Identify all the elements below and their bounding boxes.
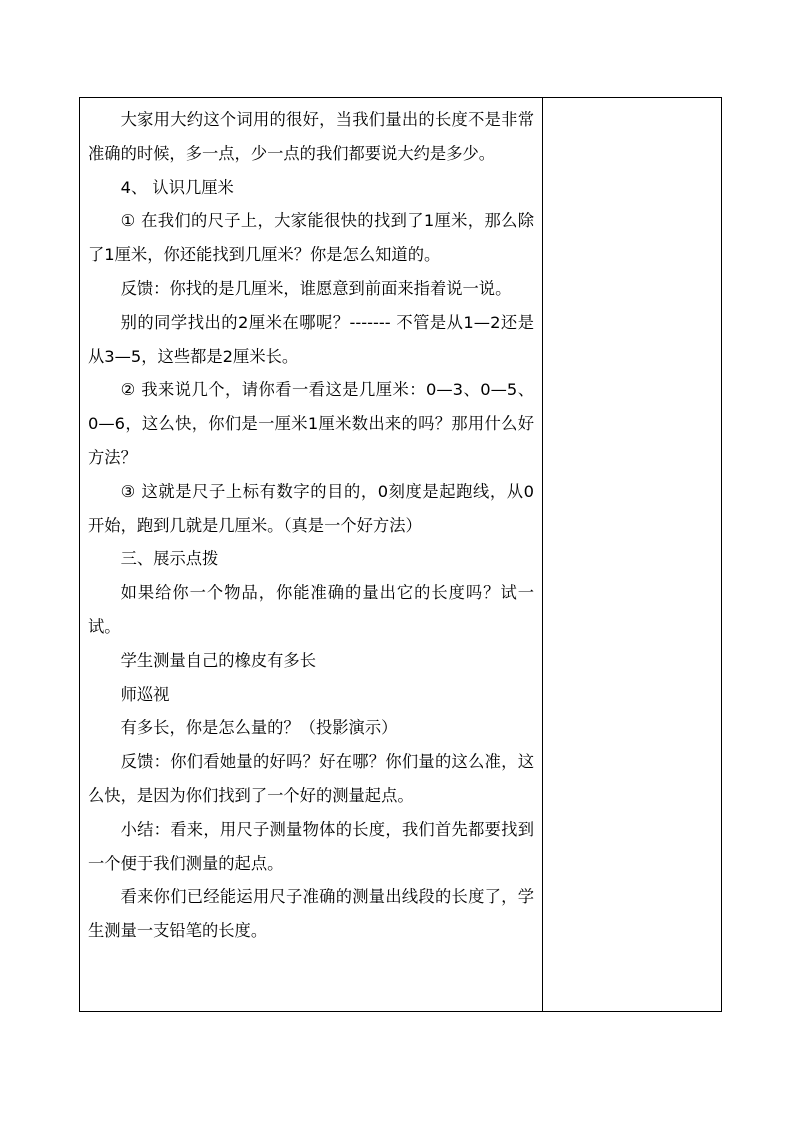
paragraph-try-measure: 如果给你一个物品，你能准确的量出它的长度吗？试一试。 (88, 583, 534, 636)
paragraph-estimate-explanation: 大家用大约这个词用的很好，当我们量出的长度不是非常准确的时候，多一点，少一点的我们都要说大约是多少。 (88, 110, 534, 163)
heading-recognize-centimeters: 4、 认识几厘米 (120, 177, 234, 197)
lesson-plan-table (79, 97, 722, 1012)
paragraph-count-centimeters: ② 我来说几个，请你看一看这是几厘米：0—3、0—5、0—6，这么快，你们是一厘米1厘米数出来的吗？那用什么好方法？ (88, 380, 534, 467)
paragraph-teacher-patrol: 师巡视 (120, 684, 170, 704)
paragraph-summary: 小结：看来，用尺子测量物体的长度，我们首先都要找到一个便于我们测量的起点。 (88, 819, 534, 873)
paragraph-feedback-start-point: 反馈：你们看她量的好吗？好在哪？你们量的这么准，这么快，是因为你们找到了一个好的测量起点。 (88, 752, 534, 805)
paragraph-measure-pencil: 看来你们已经能运用尺子准确的测量出线段的长度了，学生测量一支铅笔的长度。 (88, 887, 534, 941)
paragraph-find-centimeters: ① 在我们的尺子上，大家能很快的找到了1厘米，那么除了1厘米，你还能找到几厘米？你是怎么知道的。 (88, 211, 534, 265)
paragraph-two-centimeters: 别的同学找出的2厘米在哪呢？------- 不管是从1—2还是从3—5，这些都是2厘米长。 (88, 312, 534, 366)
notes-cell (543, 98, 721, 1011)
paragraph-projection-demo: 有多长，你是怎么量的？（投影演示） (120, 718, 398, 738)
paragraph-measure-eraser: 学生测量自己的橡皮有多长 (120, 650, 316, 670)
lesson-content-cell (88, 103, 534, 948)
paragraph-zero-start-line: ③ 这就是尺子上标有数字的目的，0刻度是起跑线，从0开始，跑到几就是几厘米。（真是一个好方法） (88, 481, 534, 535)
paragraph-feedback-point: 反馈：你找的是几厘米，谁愿意到前面来指着说一说。 (120, 278, 512, 298)
heading-presentation: 三、展示点拨 (120, 549, 219, 569)
